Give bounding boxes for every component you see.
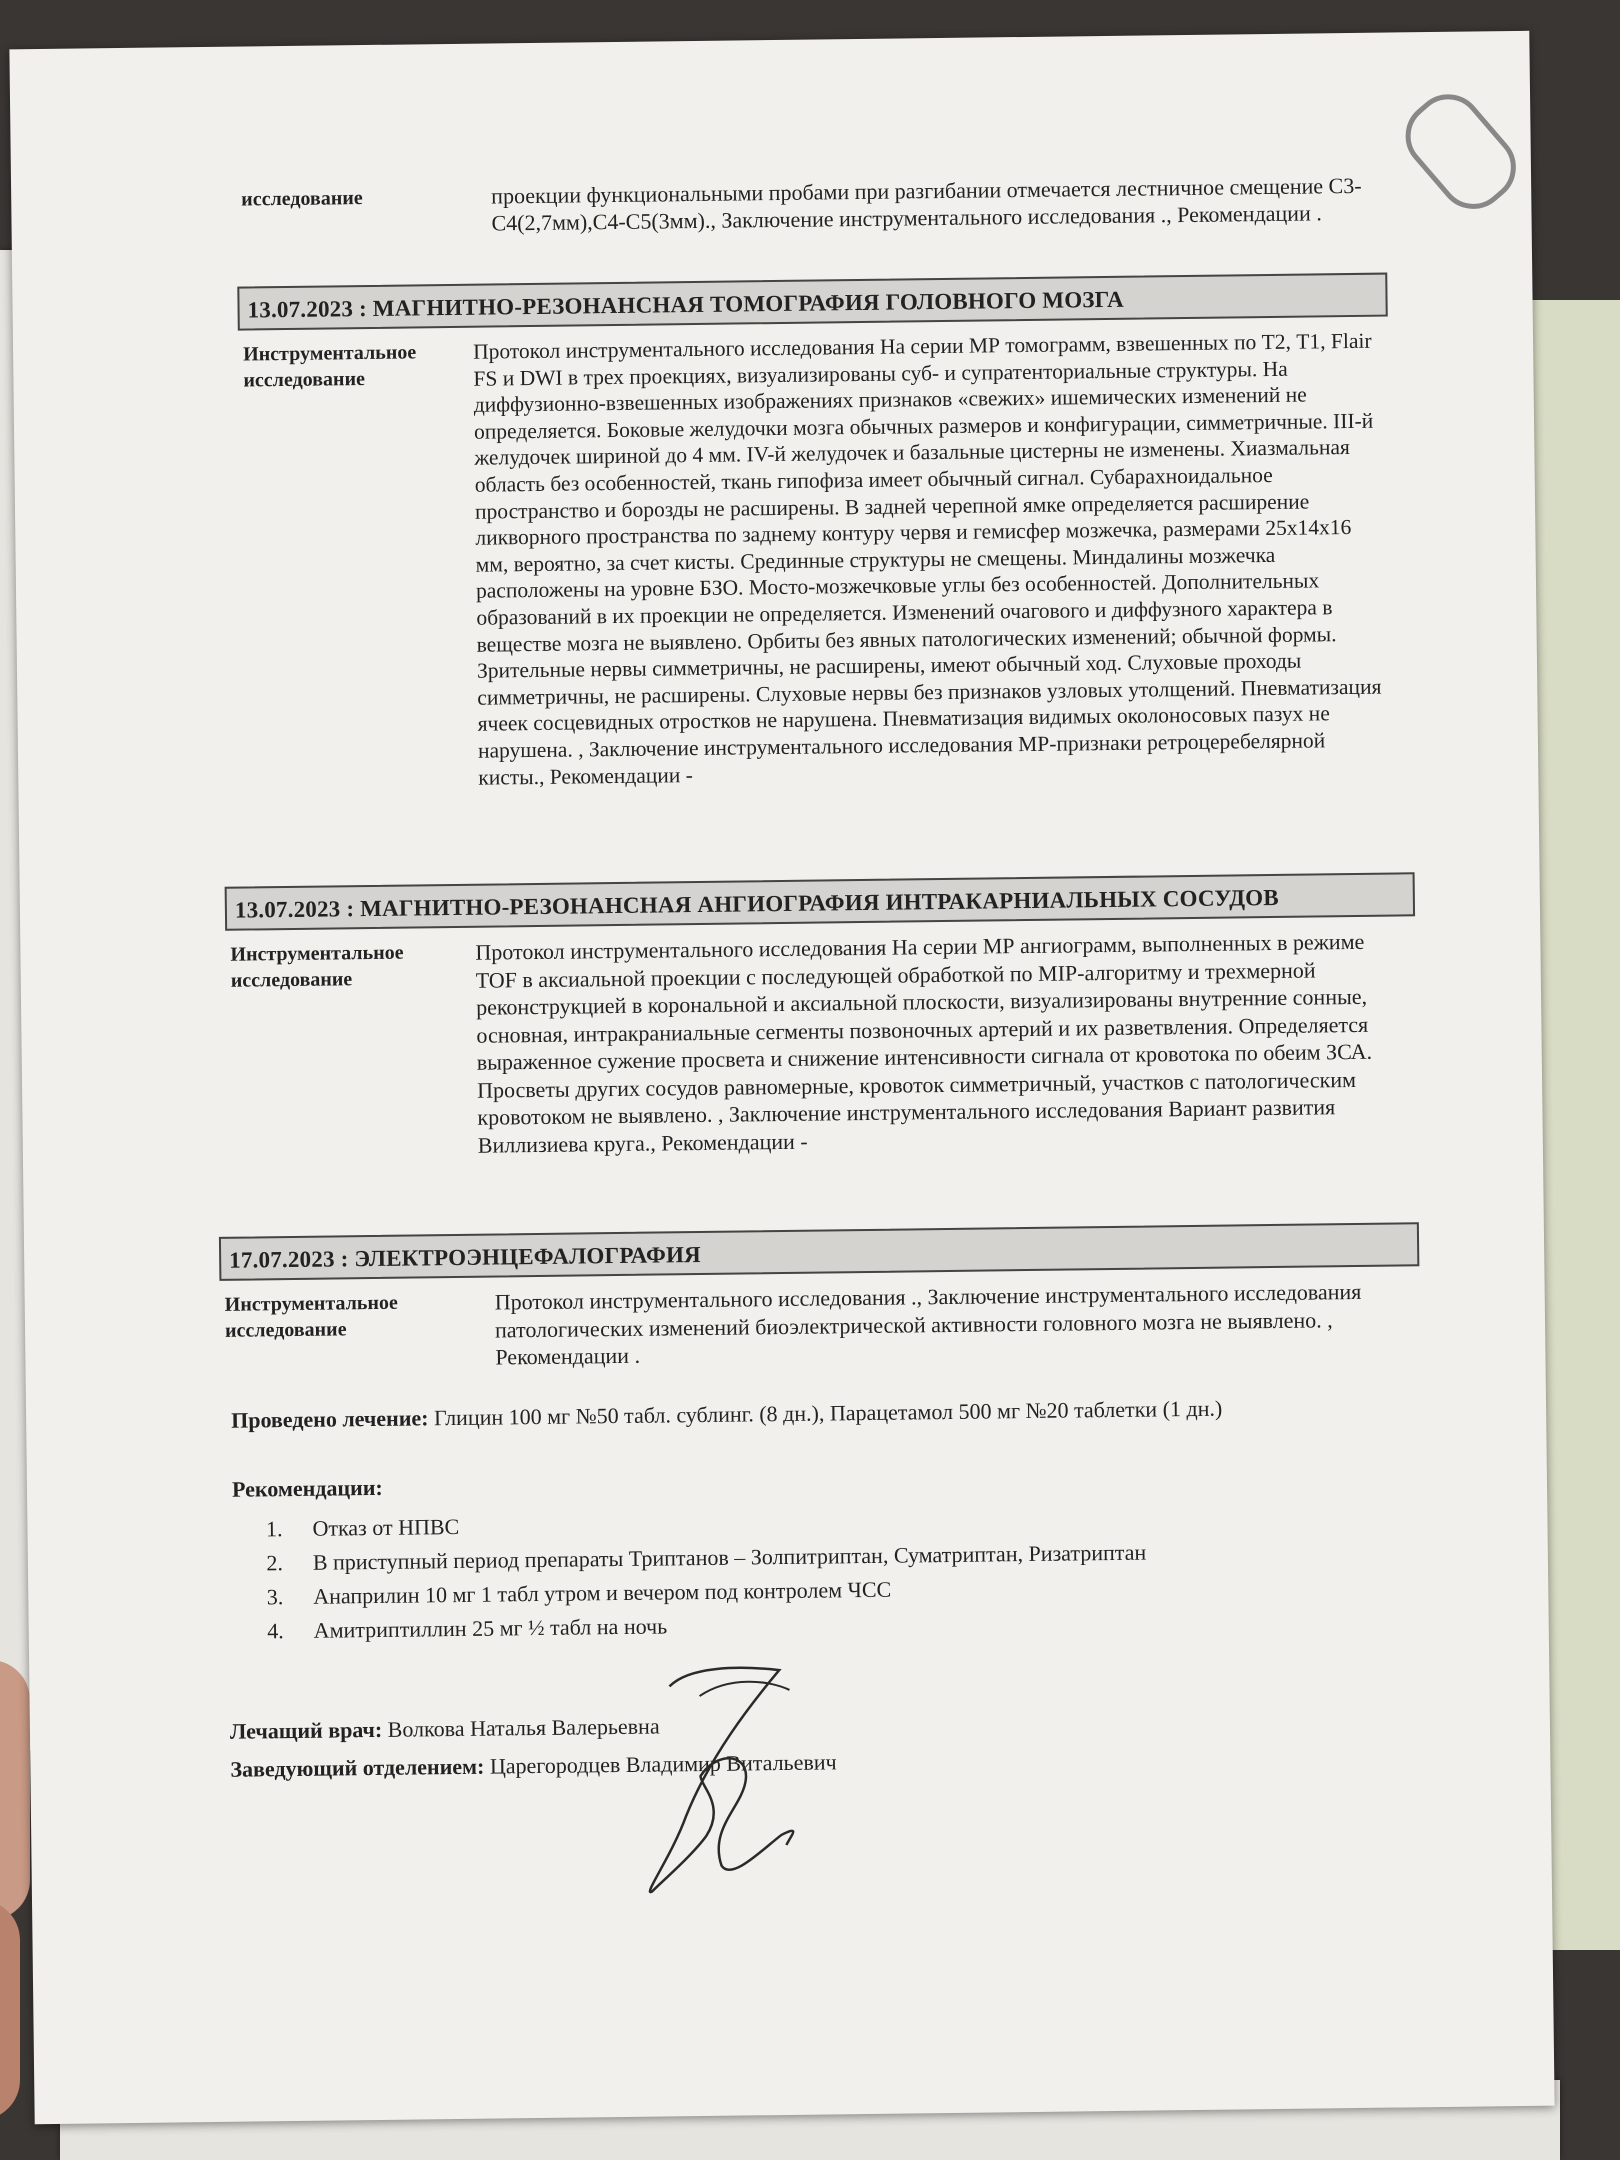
recommendation-text: Амитриптиллин 25 мг ½ табл на ночь — [313, 1613, 668, 1643]
top-fragment-text: проекции функциональными пробами при разгибании отмечается лестничное смещение С3-С4(2,7мм),С4-С5(3мм)., Заключение инструментального исследования ., Рекомендации . — [491, 172, 1362, 235]
section-row-mr-angiography — [230, 927, 1423, 1162]
recommendation-text: Анаприлин 10 мг 1 табл утром и вечером под контролем ЧСС — [313, 1576, 892, 1609]
handwritten-signature-icon — [629, 1664, 852, 1907]
treatment-text: Глицин 100 мг №50 табл. сублинг. (8 дн.), Парацетамол 500 мг №20 таблетки (1 дн.) — [433, 1395, 1223, 1431]
section-header-eeg: 17.07.2023 : ЭЛЕКТРОЭНЦЕФАЛОГРАФИЯ — [219, 1222, 1419, 1281]
thumb — [0, 1660, 30, 1920]
section-text-mr-angiography: Протокол инструментального исследования На серии МР ангиограмм, выполненных в режиме TOF в аксиальной проекции с последующей обработкой по MIP-алгоритму и трехмерной реконструкцией в корональной и аксиальной плоскости, визуализированы внутренние сонные, основная, интракраниальные сегменты позвоночных артерий и их разветвления. Определяется выраженное сужение просвета и снижение интенсивности сигнала от кровотока по обеим ЗСА. Просветы других сосудов равномерные, кровоток симметричный, участков с патологическим кровотоком не выявлено. , Заключение инструментального исследования Вариант развития Виллизиева круга., Рекомендации - — [475, 928, 1373, 1158]
section-row-mri-brain — [243, 327, 1398, 793]
section-label-mri-brain: Инструментальное исследование — [242, 341, 417, 392]
top-fragment-label: исследование — [241, 187, 363, 211]
attending-doctor-line — [230, 1714, 660, 1745]
recommendation-number: 3. — [266, 1584, 284, 1610]
section-label-mr-angiography: Инструментальное исследование — [230, 941, 404, 992]
section-header-mr-angiography: 13.07.2023 : МАГНИТНО-РЕЗОНАНСНАЯ АНГИОГРАФИЯ ИНТРАКАРНИАЛЬНЫХ СОСУДОВ — [225, 872, 1415, 931]
recommendations-list — [237, 1506, 1147, 1653]
recommendation-number: 4. — [267, 1618, 284, 1644]
recommendation-text: В приступный период препараты Триптанов – Золпитриптан, Суматриптан, Ризатриптан — [312, 1539, 1147, 1575]
section-text-eeg: Протокол инструментального исследования ., Заключение инструментального исследования патологических изменений биоэлектрической активности головного мозга не выявлено. , Рекомендации . — [494, 1278, 1362, 1370]
treatment-line — [231, 1392, 1431, 1435]
section-label-eeg: Инструментальное исследование — [224, 1291, 398, 1342]
finger — [0, 1900, 20, 2120]
section-row-eeg — [225, 1277, 1426, 1374]
treatment-label: Проведено лечение: — [230, 1405, 429, 1433]
section-text-mri-brain: Протокол инструментального исследования На серии МР томограмм, взвешенных по Т2, Т1, Flair FS и DWI в трех проекциях, визуализированы суб- и супратенториальные структуры. На диффузионно-взвешенных изображениях признаков «свежих» ишемических изменений не определяется. Боковые желудочки мозга обычных размеров и конфигурации, симметричные. III-й желудочек шириной до 4 мм. IV-й желудочек и базальные цистерны не изменены. Хиазмальная область без особенностей, ткань гипофиза имеет обычный сигнал. Субарахноидальное пространство и борозды не расширены. В задней черепной ямке определяется расширение ликворного пространства по заднему контуру червя и гемисфер мозжечка, размерами 25х14х16 мм, вероятно, за счет кисты. Срединные структуры не смещены. Миндалины мозжечка расположены на уровне БЗО. Мосто-мозжечковые углы без особенностей. Дополнительных образований в их проекции не определяется. Изменений очагового и диффузного характера в веществе мозга не выявлено. Орбиты без явных патологических изменений; обычной формы. Зрительные нервы симметричны, не расширены, имеют обычный ход. Слуховые проходы симметричны, не расширены. Слуховые нервы без признаков узловых утолщений. Пневматизация ячеек сосцевидных отростков не нарушена. Пневматизация видимых околоносовых пазух не нарушена. , Заключение инструментального исследования МР-признаки ретроцеребелярной кисты., Рекомендации - — [472, 328, 1382, 790]
attending-doctor-name: Волкова Наталья Валерьевна — [387, 1713, 660, 1742]
recommendation-number: 1. — [265, 1516, 283, 1542]
recommendation-text: Отказ от НПВС — [312, 1513, 460, 1541]
attending-doctor-label: Лечащий врач: — [229, 1716, 383, 1744]
department-head-label: Заведующий отделением: — [230, 1753, 485, 1782]
section-header-mri-brain: 13.07.2023 : МАГНИТНО-РЕЗОНАНСНАЯ ТОМОГРАФИЯ ГОЛОВНОГО МОЗГА — [237, 273, 1387, 331]
top-fragment-row — [241, 173, 1372, 240]
department-head-name: Царегородцев Владимир Витальевич — [489, 1749, 837, 1779]
paperclip-icon — [1391, 80, 1530, 223]
recommendations-title: Рекомендации: — [231, 1474, 383, 1502]
document-page — [9, 31, 1554, 2124]
recommendation-number: 2. — [266, 1550, 284, 1576]
